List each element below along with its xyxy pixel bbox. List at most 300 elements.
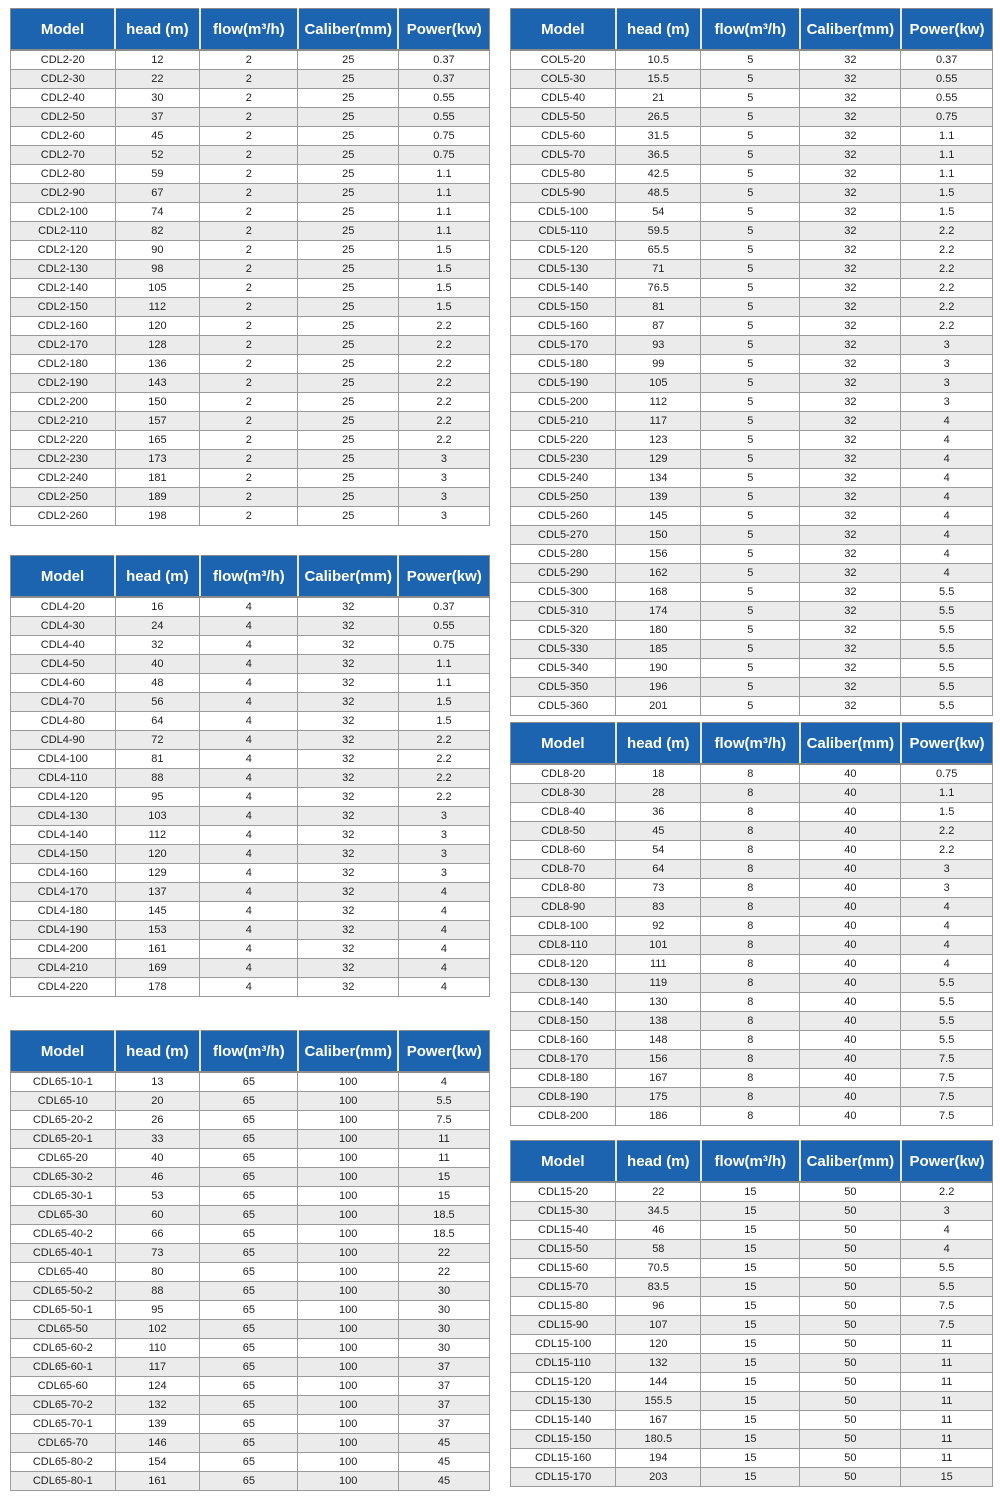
cell-power: 1.1: [398, 164, 489, 183]
cell-head: 30: [115, 88, 200, 107]
cell-model: CDL8-60: [511, 840, 616, 859]
cell-head: 198: [115, 506, 200, 525]
cell-flow: 2: [200, 145, 298, 164]
cell-power: 2.2: [901, 221, 993, 240]
cell-head: 33: [115, 1129, 200, 1148]
cell-power: 2.2: [398, 373, 489, 392]
table-row: [11, 977, 490, 996]
cell-model: CDL65-40-1: [11, 1243, 116, 1262]
table-row: [11, 164, 490, 183]
cell-flow: 2: [200, 411, 298, 430]
cell-power: 5.5: [901, 973, 993, 992]
cell-head: 80: [115, 1262, 200, 1281]
cell-caliber: 40: [800, 992, 901, 1011]
cell-caliber: 32: [800, 506, 901, 525]
cell-head: 71: [616, 259, 701, 278]
cell-flow: 5: [701, 354, 800, 373]
cell-flow: 5: [701, 126, 800, 145]
cell-flow: 5: [701, 544, 800, 563]
cell-caliber: 32: [298, 673, 399, 692]
cell-model: CDL4-60: [11, 673, 116, 692]
cell-power: 3: [901, 392, 993, 411]
cell-caliber: 50: [800, 1258, 901, 1277]
cell-flow: 8: [701, 1106, 800, 1125]
cell-caliber: 32: [800, 620, 901, 639]
cell-head: 167: [616, 1410, 701, 1429]
cell-model: CDL65-30-2: [11, 1167, 116, 1186]
cell-model: CDL65-30-1: [11, 1186, 116, 1205]
cell-power: 11: [901, 1334, 993, 1353]
cell-power: 1.5: [398, 259, 489, 278]
cell-model: CDL2-80: [11, 164, 116, 183]
table-row: [11, 50, 490, 69]
cdl5-spec-table: [510, 8, 993, 716]
table-row: [511, 373, 993, 392]
cell-head: 123: [616, 430, 701, 449]
cell-flow: 8: [701, 1068, 800, 1087]
cell-power: 5.5: [901, 582, 993, 601]
table-row: [511, 1087, 993, 1106]
cell-model: CDL2-160: [11, 316, 116, 335]
cell-caliber: 32: [800, 278, 901, 297]
cell-head: 65.5: [616, 240, 701, 259]
cell-model: CDL5-50: [511, 107, 616, 126]
cell-head: 73: [115, 1243, 200, 1262]
cell-head: 21: [616, 88, 701, 107]
table-row: [11, 616, 490, 635]
cell-power: 2.2: [901, 1182, 993, 1201]
cell-flow: 8: [701, 973, 800, 992]
cell-head: 92: [616, 916, 701, 935]
cell-power: 2.2: [901, 240, 993, 259]
column-header-flow: flow(m³/h): [701, 1141, 800, 1183]
cell-caliber: 40: [800, 1030, 901, 1049]
cell-flow: 4: [200, 768, 298, 787]
column-header-flow: flow(m³/h): [200, 9, 298, 51]
cell-flow: 2: [200, 164, 298, 183]
table-row: [511, 582, 993, 601]
cell-flow: 8: [701, 935, 800, 954]
cell-caliber: 40: [800, 878, 901, 897]
table-row: [511, 620, 993, 639]
table-row: [511, 183, 993, 202]
cell-caliber: 25: [298, 449, 399, 468]
cell-head: 201: [616, 696, 701, 715]
cell-caliber: 32: [800, 50, 901, 69]
table-row: [11, 654, 490, 673]
cell-caliber: 32: [800, 582, 901, 601]
cell-caliber: 50: [800, 1182, 901, 1201]
cell-model: CDL2-220: [11, 430, 116, 449]
table-row: [11, 1262, 490, 1281]
cell-flow: 4: [200, 939, 298, 958]
cell-caliber: 50: [800, 1296, 901, 1315]
cell-flow: 65: [200, 1319, 298, 1338]
cell-flow: 65: [200, 1129, 298, 1148]
cell-head: 28: [616, 783, 701, 802]
cell-power: 7.5: [901, 1087, 993, 1106]
cell-caliber: 32: [800, 183, 901, 202]
cell-head: 132: [616, 1353, 701, 1372]
table-row: [11, 487, 490, 506]
cell-model: CDL5-330: [511, 639, 616, 658]
cell-model: CDL15-160: [511, 1448, 616, 1467]
cell-caliber: 32: [298, 844, 399, 863]
cell-power: 7.5: [901, 1049, 993, 1068]
cell-caliber: 32: [800, 468, 901, 487]
cell-power: 7.5: [901, 1296, 993, 1315]
cell-head: 110: [115, 1338, 200, 1357]
cell-head: 129: [616, 449, 701, 468]
table-row: [11, 126, 490, 145]
cell-flow: 65: [200, 1072, 298, 1091]
table-row: [11, 1433, 490, 1452]
cell-model: CDL15-140: [511, 1410, 616, 1429]
cell-flow: 15: [701, 1429, 800, 1448]
cell-model: CDL8-40: [511, 802, 616, 821]
cell-model: CDL65-30: [11, 1205, 116, 1224]
cell-flow: 4: [200, 673, 298, 692]
cell-model: CDL65-80-1: [11, 1471, 116, 1490]
cell-power: 3: [398, 506, 489, 525]
cell-power: 0.37: [398, 69, 489, 88]
cell-power: 4: [901, 430, 993, 449]
cell-power: 4: [901, 1239, 993, 1258]
cell-head: 98: [115, 259, 200, 278]
cell-model: CDL2-120: [11, 240, 116, 259]
cell-power: 4: [398, 1072, 489, 1091]
cell-model: CDL5-230: [511, 449, 616, 468]
table-row: [11, 1376, 490, 1395]
cell-model: CDL65-20-2: [11, 1110, 116, 1129]
table-row: [11, 920, 490, 939]
cell-caliber: 50: [800, 1201, 901, 1220]
cell-head: 150: [616, 525, 701, 544]
cell-head: 88: [115, 768, 200, 787]
cell-flow: 5: [701, 411, 800, 430]
table-row: [11, 806, 490, 825]
table-row: [511, 1277, 993, 1296]
cell-power: 0.37: [398, 597, 489, 616]
column-header-flow: flow(m³/h): [701, 9, 800, 51]
cell-flow: 65: [200, 1243, 298, 1262]
cell-power: 1.1: [398, 221, 489, 240]
cell-flow: 5: [701, 259, 800, 278]
cell-head: 58: [616, 1239, 701, 1258]
cell-head: 169: [115, 958, 200, 977]
cell-caliber: 25: [298, 126, 399, 145]
table-row: [511, 658, 993, 677]
cell-power: 4: [901, 1220, 993, 1239]
cell-model: CDL15-60: [511, 1258, 616, 1277]
cell-model: CDL65-60-1: [11, 1357, 116, 1376]
cell-flow: 2: [200, 297, 298, 316]
table-row: [511, 783, 993, 802]
cell-head: 189: [115, 487, 200, 506]
cell-caliber: 32: [800, 392, 901, 411]
cell-flow: 8: [701, 1049, 800, 1068]
cell-power: 0.55: [398, 616, 489, 635]
cell-head: 144: [616, 1372, 701, 1391]
cell-model: CDL8-180: [511, 1068, 616, 1087]
cell-power: 18.5: [398, 1224, 489, 1243]
cell-flow: 5: [701, 601, 800, 620]
cell-caliber: 100: [298, 1281, 399, 1300]
cell-caliber: 32: [800, 639, 901, 658]
cell-head: 194: [616, 1448, 701, 1467]
table-row: [511, 126, 993, 145]
cell-caliber: 100: [298, 1110, 399, 1129]
cell-flow: 65: [200, 1452, 298, 1471]
table-row: [11, 635, 490, 654]
table-row: [11, 768, 490, 787]
cell-model: CDL5-240: [511, 468, 616, 487]
cell-caliber: 40: [800, 783, 901, 802]
cell-power: 4: [901, 916, 993, 935]
cell-model: CDL15-50: [511, 1239, 616, 1258]
cell-power: 1.5: [398, 240, 489, 259]
cell-power: 4: [398, 939, 489, 958]
column-header-head: head (m): [616, 9, 701, 51]
cell-model: CDL4-70: [11, 692, 116, 711]
cell-power: 5.5: [901, 601, 993, 620]
cell-power: 1.1: [901, 783, 993, 802]
cell-caliber: 100: [298, 1148, 399, 1167]
cell-model: CDL5-340: [511, 658, 616, 677]
cell-model: CDL2-190: [11, 373, 116, 392]
cell-flow: 5: [701, 658, 800, 677]
column-header-caliber: Caliber(mm): [800, 1141, 901, 1183]
cell-flow: 65: [200, 1338, 298, 1357]
cell-flow: 15: [701, 1391, 800, 1410]
table-row: [11, 1338, 490, 1357]
cell-caliber: 50: [800, 1467, 901, 1486]
cell-head: 46: [616, 1220, 701, 1239]
table-row: [511, 1334, 993, 1353]
cell-model: CDL8-140: [511, 992, 616, 1011]
cell-head: 112: [115, 825, 200, 844]
cell-power: 1.5: [398, 297, 489, 316]
cell-power: 2.2: [901, 840, 993, 859]
cell-model: CDL5-280: [511, 544, 616, 563]
table-row: [11, 183, 490, 202]
cell-flow: 15: [701, 1239, 800, 1258]
table-row: [11, 1072, 490, 1091]
table-row: [511, 1391, 993, 1410]
cell-power: 2.2: [398, 787, 489, 806]
cell-flow: 2: [200, 88, 298, 107]
cell-head: 95: [115, 1300, 200, 1319]
cell-flow: 2: [200, 278, 298, 297]
cell-power: 3: [398, 468, 489, 487]
cell-flow: 4: [200, 730, 298, 749]
cell-caliber: 100: [298, 1338, 399, 1357]
cell-flow: 4: [200, 901, 298, 920]
cell-caliber: 32: [800, 126, 901, 145]
cell-caliber: 32: [298, 882, 399, 901]
cell-caliber: 25: [298, 392, 399, 411]
cdl2-spec-table: [10, 8, 490, 526]
cell-head: 105: [616, 373, 701, 392]
cell-caliber: 100: [298, 1167, 399, 1186]
cell-flow: 8: [701, 916, 800, 935]
table-row: [511, 335, 993, 354]
cell-model: CDL4-20: [11, 597, 116, 616]
cdl65-spec-table: [10, 1030, 490, 1491]
cell-head: 134: [616, 468, 701, 487]
cell-power: 11: [901, 1353, 993, 1372]
cell-power: 3: [398, 487, 489, 506]
cell-flow: 5: [701, 335, 800, 354]
table-row: [11, 316, 490, 335]
cell-model: CDL5-100: [511, 202, 616, 221]
cell-flow: 15: [701, 1353, 800, 1372]
cell-flow: 2: [200, 373, 298, 392]
table-row: [511, 506, 993, 525]
cell-caliber: 50: [800, 1448, 901, 1467]
table-row: [11, 1414, 490, 1433]
cell-caliber: 40: [800, 859, 901, 878]
cell-model: CDL65-70-2: [11, 1395, 116, 1414]
table-row: [11, 449, 490, 468]
cell-head: 74: [115, 202, 200, 221]
table-row: [511, 1220, 993, 1239]
cell-model: CDL2-70: [11, 145, 116, 164]
cell-power: 18.5: [398, 1205, 489, 1224]
cell-model: CDL8-160: [511, 1030, 616, 1049]
cell-flow: 4: [200, 882, 298, 901]
cell-power: 1.5: [901, 183, 993, 202]
cell-model: CDL2-100: [11, 202, 116, 221]
cell-flow: 4: [200, 863, 298, 882]
column-header-power: Power(kw): [398, 9, 489, 51]
cell-model: CDL2-30: [11, 69, 116, 88]
cell-flow: 5: [701, 677, 800, 696]
cell-model: CDL5-40: [511, 88, 616, 107]
cell-power: 45: [398, 1471, 489, 1490]
cell-power: 15: [398, 1186, 489, 1205]
cell-power: 2.2: [398, 430, 489, 449]
cell-head: 81: [616, 297, 701, 316]
table-row: [11, 1110, 490, 1129]
cell-flow: 5: [701, 373, 800, 392]
cell-flow: 5: [701, 69, 800, 88]
cell-caliber: 25: [298, 164, 399, 183]
cell-head: 26.5: [616, 107, 701, 126]
cell-flow: 2: [200, 107, 298, 126]
cell-model: CDL2-170: [11, 335, 116, 354]
cell-head: 185: [616, 639, 701, 658]
cell-model: CDL5-170: [511, 335, 616, 354]
cell-power: 3: [398, 449, 489, 468]
table-row: [11, 1471, 490, 1490]
table-row: [11, 1148, 490, 1167]
cell-flow: 4: [200, 958, 298, 977]
cell-head: 54: [616, 202, 701, 221]
column-header-flow: flow(m³/h): [200, 1031, 298, 1073]
header-row: [11, 1031, 490, 1073]
cell-model: CDL4-220: [11, 977, 116, 996]
cell-head: 15.5: [616, 69, 701, 88]
cell-head: 120: [115, 844, 200, 863]
cell-flow: 8: [701, 783, 800, 802]
cell-caliber: 40: [800, 1106, 901, 1125]
table-row: [511, 240, 993, 259]
cell-flow: 4: [200, 692, 298, 711]
table-row: [511, 50, 993, 69]
cell-caliber: 32: [800, 487, 901, 506]
cell-model: CDL8-100: [511, 916, 616, 935]
cell-power: 4: [901, 525, 993, 544]
table-row: [11, 749, 490, 768]
cell-caliber: 25: [298, 202, 399, 221]
cell-flow: 8: [701, 821, 800, 840]
cell-power: 3: [901, 354, 993, 373]
column-header-head: head (m): [616, 1141, 701, 1183]
cell-flow: 2: [200, 240, 298, 259]
cell-head: 180.5: [616, 1429, 701, 1448]
cell-head: 157: [115, 411, 200, 430]
cell-model: CDL15-130: [511, 1391, 616, 1410]
cell-power: 1.5: [398, 711, 489, 730]
cell-flow: 8: [701, 954, 800, 973]
column-header-power: Power(kw): [901, 723, 993, 765]
cell-head: 132: [115, 1395, 200, 1414]
cell-flow: 2: [200, 335, 298, 354]
column-header-head: head (m): [115, 556, 200, 598]
cell-power: 4: [901, 487, 993, 506]
cell-head: 107: [616, 1315, 701, 1334]
cell-caliber: 100: [298, 1205, 399, 1224]
cell-power: 5.5: [901, 1011, 993, 1030]
cell-model: CDL5-360: [511, 696, 616, 715]
cell-power: 1.1: [398, 183, 489, 202]
cell-flow: 4: [200, 749, 298, 768]
cell-caliber: 100: [298, 1357, 399, 1376]
table-row: [511, 1201, 993, 1220]
cell-head: 156: [616, 544, 701, 563]
cell-flow: 2: [200, 392, 298, 411]
cell-flow: 4: [200, 844, 298, 863]
table-row: [511, 259, 993, 278]
cell-caliber: 25: [298, 221, 399, 240]
cell-head: 34.5: [616, 1201, 701, 1220]
cell-head: 42.5: [616, 164, 701, 183]
cell-power: 0.75: [398, 145, 489, 164]
cell-model: CDL15-40: [511, 1220, 616, 1239]
cell-head: 66: [115, 1224, 200, 1243]
cell-head: 26: [115, 1110, 200, 1129]
cell-head: 146: [115, 1433, 200, 1452]
cell-flow: 65: [200, 1205, 298, 1224]
cell-flow: 4: [200, 825, 298, 844]
cell-power: 45: [398, 1452, 489, 1471]
cell-head: 117: [115, 1357, 200, 1376]
cell-caliber: 32: [800, 525, 901, 544]
cell-head: 52: [115, 145, 200, 164]
cell-caliber: 40: [800, 1068, 901, 1087]
cell-head: 153: [115, 920, 200, 939]
table-row: [511, 392, 993, 411]
cell-model: CDL4-190: [11, 920, 116, 939]
cell-head: 162: [616, 563, 701, 582]
cell-head: 174: [616, 601, 701, 620]
cell-model: CDL8-20: [511, 764, 616, 783]
cell-flow: 5: [701, 563, 800, 582]
cell-head: 117: [616, 411, 701, 430]
cell-power: 7.5: [901, 1068, 993, 1087]
cell-model: CDL65-20: [11, 1148, 116, 1167]
